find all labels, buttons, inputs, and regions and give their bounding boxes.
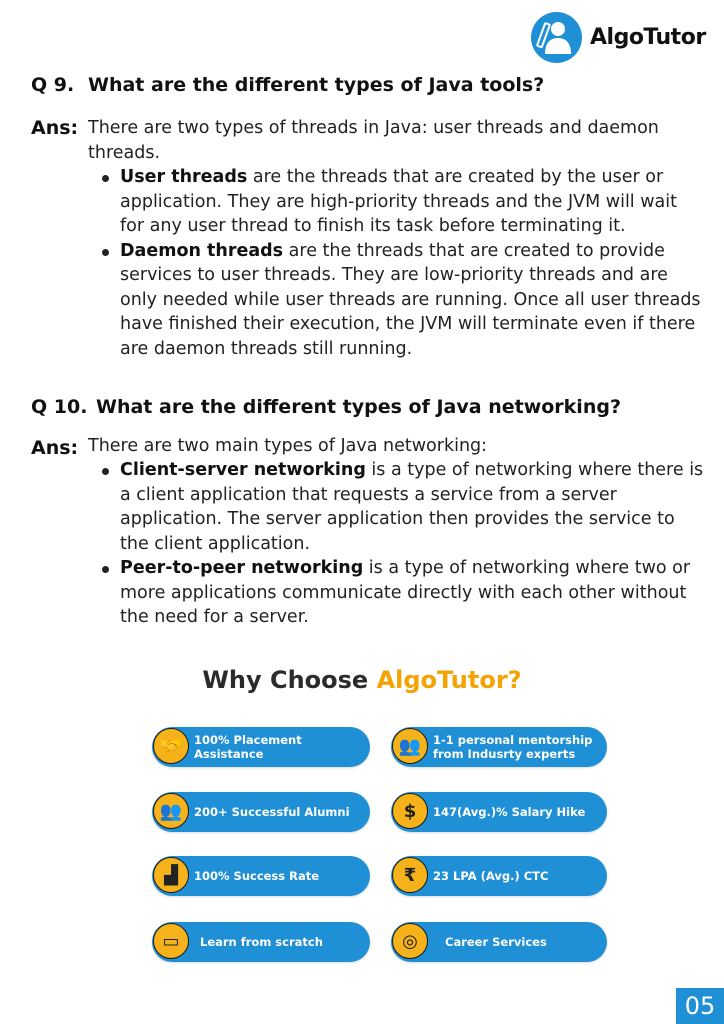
stairs-success-icon: ▟ xyxy=(153,857,189,893)
feature-label: 100% Placement Assistance xyxy=(194,733,302,761)
question-10 xyxy=(31,396,621,418)
feature-pill xyxy=(152,792,370,832)
money-hand-icon: ₹ xyxy=(392,857,428,893)
brand-name: AlgoTutor xyxy=(590,25,706,50)
answer-label: Ans: xyxy=(31,437,79,459)
definition: is a type of networking where two or more applications communicate directly with each other without the need for a server. xyxy=(120,558,691,627)
answer-bullets xyxy=(100,165,705,361)
alumni-group-icon: 👥 xyxy=(153,793,189,829)
definition: are the threads that are created by the user or application. They are high-priority threads and the JVM will wait for any user thread to finish its task before terminating it. xyxy=(120,167,677,236)
feature-label: 100% Success Rate xyxy=(194,869,320,883)
answer-intro: There are two types of threads in Java: user threads and daemon threads. xyxy=(88,118,659,163)
why-choose-heading xyxy=(0,666,724,694)
heading-accent: AlgoTutor? xyxy=(376,666,522,694)
feature-pill xyxy=(391,727,607,767)
feature-pill xyxy=(391,856,607,896)
list-item xyxy=(100,239,705,362)
feature-pill xyxy=(152,856,370,896)
question-number: Q 9. xyxy=(31,74,75,96)
feature-pill xyxy=(391,922,607,962)
feature-label: 23 LPA (Avg.) CTC xyxy=(433,869,549,883)
heading-prefix: Why Choose xyxy=(202,666,377,694)
handshake-icon: 🤝 xyxy=(153,728,189,764)
feature-label: Learn from scratch xyxy=(200,935,323,949)
answer-intro: There are two main types of Java networking: xyxy=(88,436,488,456)
feature-pill xyxy=(391,792,607,832)
term: Client-server networking xyxy=(120,460,366,480)
question-number: Q 10. xyxy=(31,396,88,418)
term: Daemon threads xyxy=(120,240,284,261)
teacher-board-icon: ▭ xyxy=(153,923,189,959)
feature-pill xyxy=(152,727,370,767)
question-text: What are the different types of Java tools? xyxy=(88,74,545,96)
list-item xyxy=(100,458,705,556)
feature-label: Career Services xyxy=(445,935,547,949)
question-9 xyxy=(31,74,544,96)
feature-label: 147(Avg.)% Salary Hike xyxy=(433,805,586,819)
user-pen-icon xyxy=(531,12,582,63)
answer-bullets xyxy=(100,458,705,630)
career-globe-icon: ◎ xyxy=(392,923,428,959)
term: User threads xyxy=(120,167,248,187)
answer-label: Ans: xyxy=(31,117,79,139)
feature-label: 200+ Successful Alumni xyxy=(194,805,350,819)
list-item xyxy=(100,556,705,630)
brand-logo xyxy=(531,12,706,63)
definition: are the threads that are created to provide services to user threads. They are low-priority threads and are only needed while user threads are running. Once all user threads have finished their execution, the JVM will terminate even if there are daemon threads still running. xyxy=(120,240,701,359)
feature-label: 1-1 personal mentorship from Indusrty experts xyxy=(433,733,593,761)
question-text: What are the different types of Java networking? xyxy=(96,396,621,418)
page-number: 05 xyxy=(676,988,724,1024)
mentorship-icon: 👥 xyxy=(392,728,428,764)
list-item xyxy=(100,165,705,239)
salary-hike-icon: $ xyxy=(392,793,428,829)
term: Peer-to-peer networking xyxy=(120,558,364,578)
feature-pill xyxy=(152,922,370,962)
definition: is a type of networking where there is a client application that requests a service from a server application. The server application then provides the service to the client application. xyxy=(120,460,704,554)
